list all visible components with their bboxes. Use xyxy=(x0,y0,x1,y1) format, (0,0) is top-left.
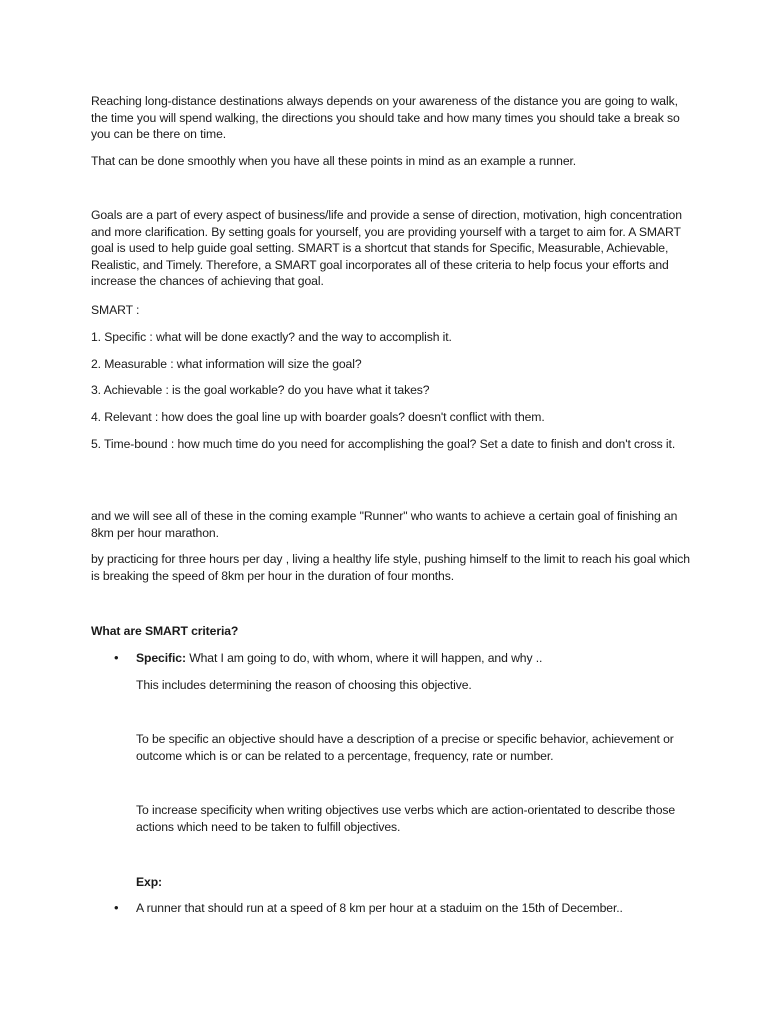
specific-item xyxy=(136,650,696,667)
specific-reason: This includes determining the reason of choosing this objective. xyxy=(136,678,472,692)
runner-paragraph: and we will see all of these in the coming example "Runner" who wants to achieve a certain goal of finishing an 8km per hour marathon. xyxy=(91,509,678,540)
specific-verbs: To increase specificity when writing objectives use verbs which are action-orientated to describe those actions which need to be taken to fulfill objectives. xyxy=(136,803,676,834)
smart-item-time-bound: 5. Time-bound : how much time do you need for accomplishing the goal? Set a date to finish and don't cross it. xyxy=(91,437,676,451)
example-item: A runner that should run at a speed of 8 km per hour at a staduim on the 15th of December.. xyxy=(136,901,623,915)
smart-item-relevant: 4. Relevant : how does the goal line up with boarder goals? doesn't conflict with them. xyxy=(91,410,545,424)
smart-item-measurable: 2. Measurable : what information will size the goal? xyxy=(91,357,362,371)
exp-label: Exp: xyxy=(136,875,163,889)
specific-description: To be specific an objective should have a description of a precise or specific behavior, achievement or outcome which is or can be related to a percentage, frequency, rate or number. xyxy=(136,732,674,763)
smart-heading: SMART : xyxy=(91,303,140,317)
intro-paragraph: Reaching long-distance destinations always depends on your awareness of the distance you are going to walk, the time you will spend walking, the directions you should take and how many times you should take a break so you can be there on time. xyxy=(91,94,680,141)
criteria-heading: What are SMART criteria? xyxy=(91,624,239,638)
smart-item-achievable: 3. Achievable : is the goal workable? do you have what it takes? xyxy=(91,383,430,397)
specific-text: What I am going to do, with whom, where it will happen, and why .. xyxy=(185,651,543,665)
goals-paragraph: Goals are a part of every aspect of business/life and provide a sense of direction, motivation, high concentration and more clarification. By setting goals for yourself, you are providing yourself with a target to aim for. A SMART goal is used to help guide goal setting. SMART is a shortcut that stands for Specific, Measurable, Achievable, Realistic, and Timely. Therefore, a SMART goal incorporates all of these criteria to help focus your efforts and increase the chances of achieving that goal. xyxy=(91,208,682,288)
smart-item-specific: 1. Specific : what will be done exactly? and the way to accomplish it. xyxy=(91,330,452,344)
bullet-icon: • xyxy=(114,900,119,915)
bullet-icon: • xyxy=(114,650,119,665)
runner-paragraph-2: by practicing for three hours per day , living a healthy life style, pushing himself to the limit to reach his goal which is breaking the speed of 8km per hour in the duration of four months. xyxy=(91,552,690,583)
intro-paragraph-2: That can be done smoothly when you have all these points in mind as an example a runner. xyxy=(91,154,577,168)
specific-label: Specific: xyxy=(136,651,186,665)
